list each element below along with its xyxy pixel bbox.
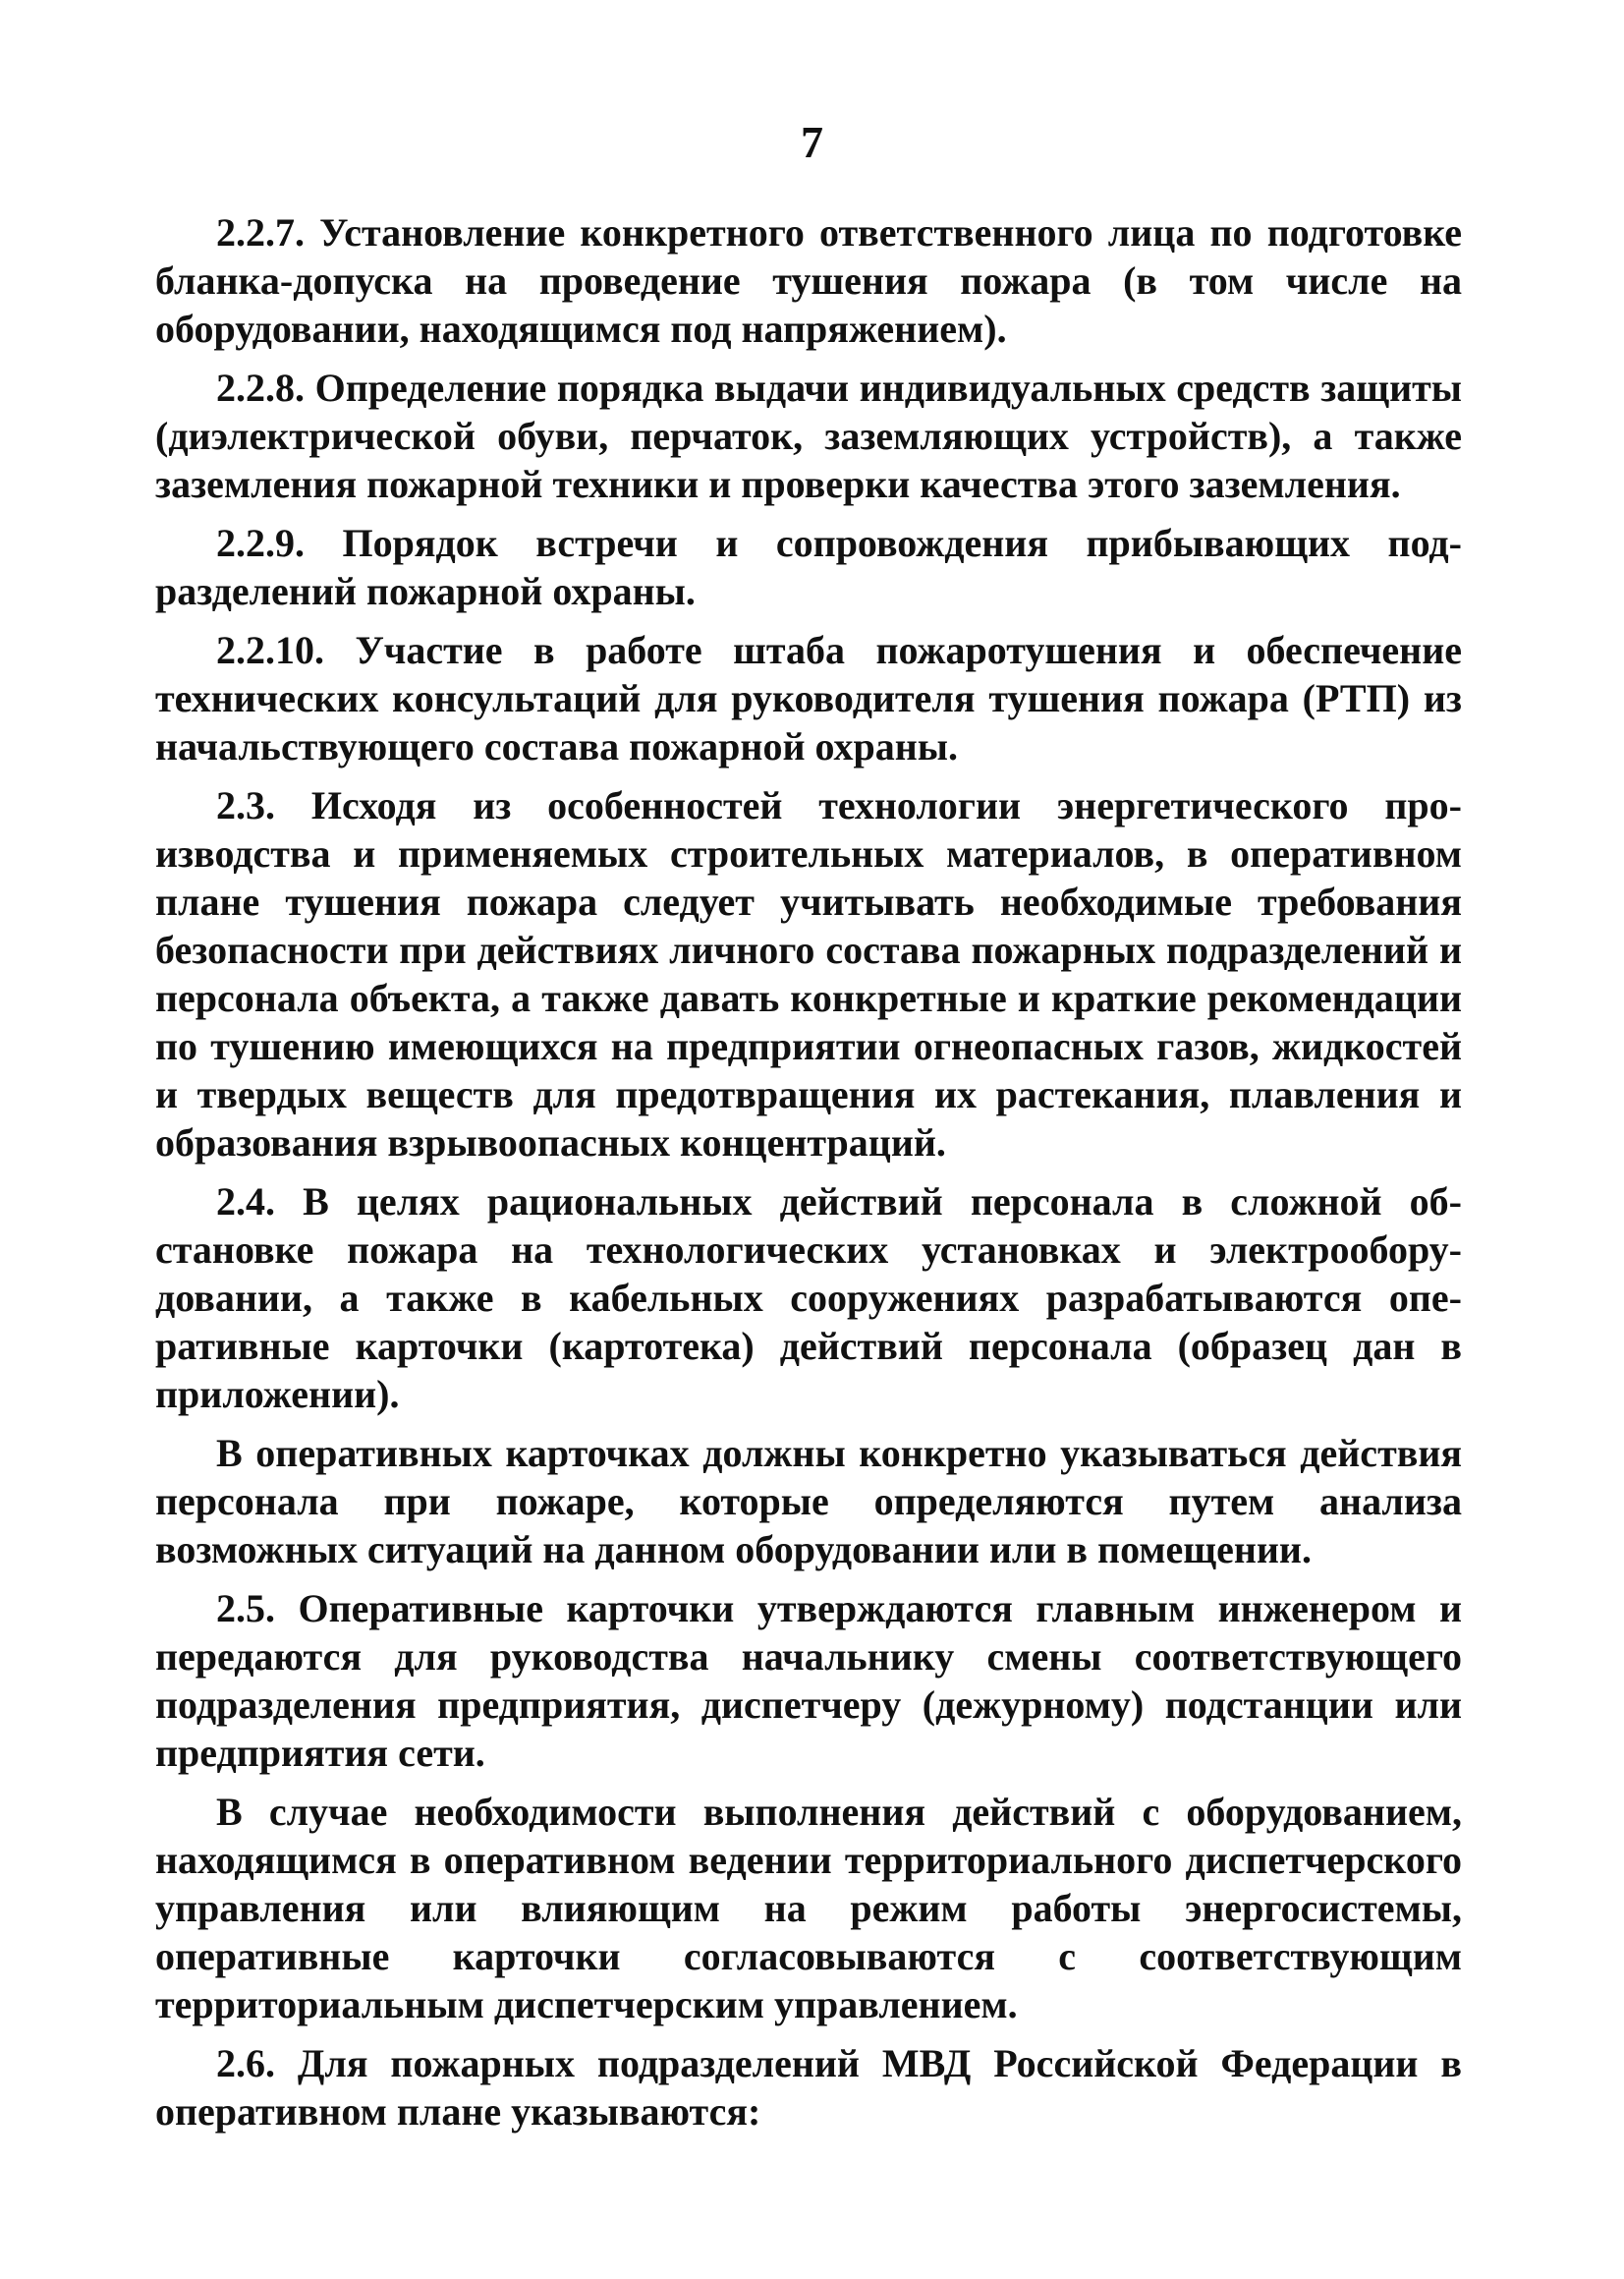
paragraph-2-2-7: 2.2.7. Установление конкретного ответственного лица по подготовке бланка-допуска на проведение тушения пожара (в том числе на оборудовании, находящимся под напряжением). — [155, 210, 1462, 351]
paragraph-2-4: 2.4. В целях рациональных действий персонала в сложной обстановке пожара на технологических установках и электрооборудовании, а также в кабельных сооружениях разрабатываются оперативные карточки (картотека) действий персонала (образец дан в приложении). — [155, 1179, 1462, 1416]
paragraph-2-5-dispatch: В случае необходимости выполнения действий с оборудованием, находящимся в оперативном ведении территориального диспетчерского управления или влияющим на режим работы энергосистемы, оперативные карточки согласовываются с соответствующим территориальным диспетчерским управлением. — [155, 1790, 1462, 2026]
paragraph-2-2-8: 2.2.8. Определение порядка выдачи индивидуальных средств защиты (диэлектрической обуви, перчаток, заземляющих устройств), а также заземления пожарной техники и проверки качества этого заземления. — [155, 366, 1462, 506]
paragraph-2-3: 2.3. Исходя из особенностей технологии энергетического производства и применяемых строительных материалов, в оперативном плане тушения пожара следует учитывать необходимые требования безопасности при действиях личного состава пожарных подразделений и персонала объекта, а также давать конкретные и краткие рекомендации по тушению имеющихся на предприятии огнеопасных газов, жидкостей и твердых веществ для предотвращения их растекания, плавления и образования взрывоопасных концентраций. — [155, 783, 1462, 1165]
paragraph-2-2-10: 2.2.10. Участие в работе штаба пожаротушения и обеспечение технических консультаций для руководителя тушения пожара (РТП) из начальствующего состава пожарной охраны. — [155, 628, 1462, 769]
paragraph-2-2-9: 2.2.9. Порядок встречи и сопровождения прибывающих подразделений пожарной охраны. — [155, 521, 1462, 613]
paragraph-2-6: 2.6. Для пожарных подразделений МВД Российской Федерации в оперативном плане указываются: — [155, 2041, 1462, 2134]
document-body — [155, 208, 1462, 2146]
paragraph-2-5: 2.5. Оперативные карточки утверждаются главным инженером и передаются для руководства начальнику смены соответствующего подразделения предприятия, диспетчеру (дежурному) подстанции или предприятия сети. — [155, 1586, 1462, 1775]
paragraph-2-4-cards: В оперативных карточках должны конкретно указываться действия персонала при пожаре, которые определяются путем анализа возможных ситуаций на данном оборудовании или в помещении. — [155, 1431, 1462, 1571]
page-number: 7 — [801, 117, 823, 167]
